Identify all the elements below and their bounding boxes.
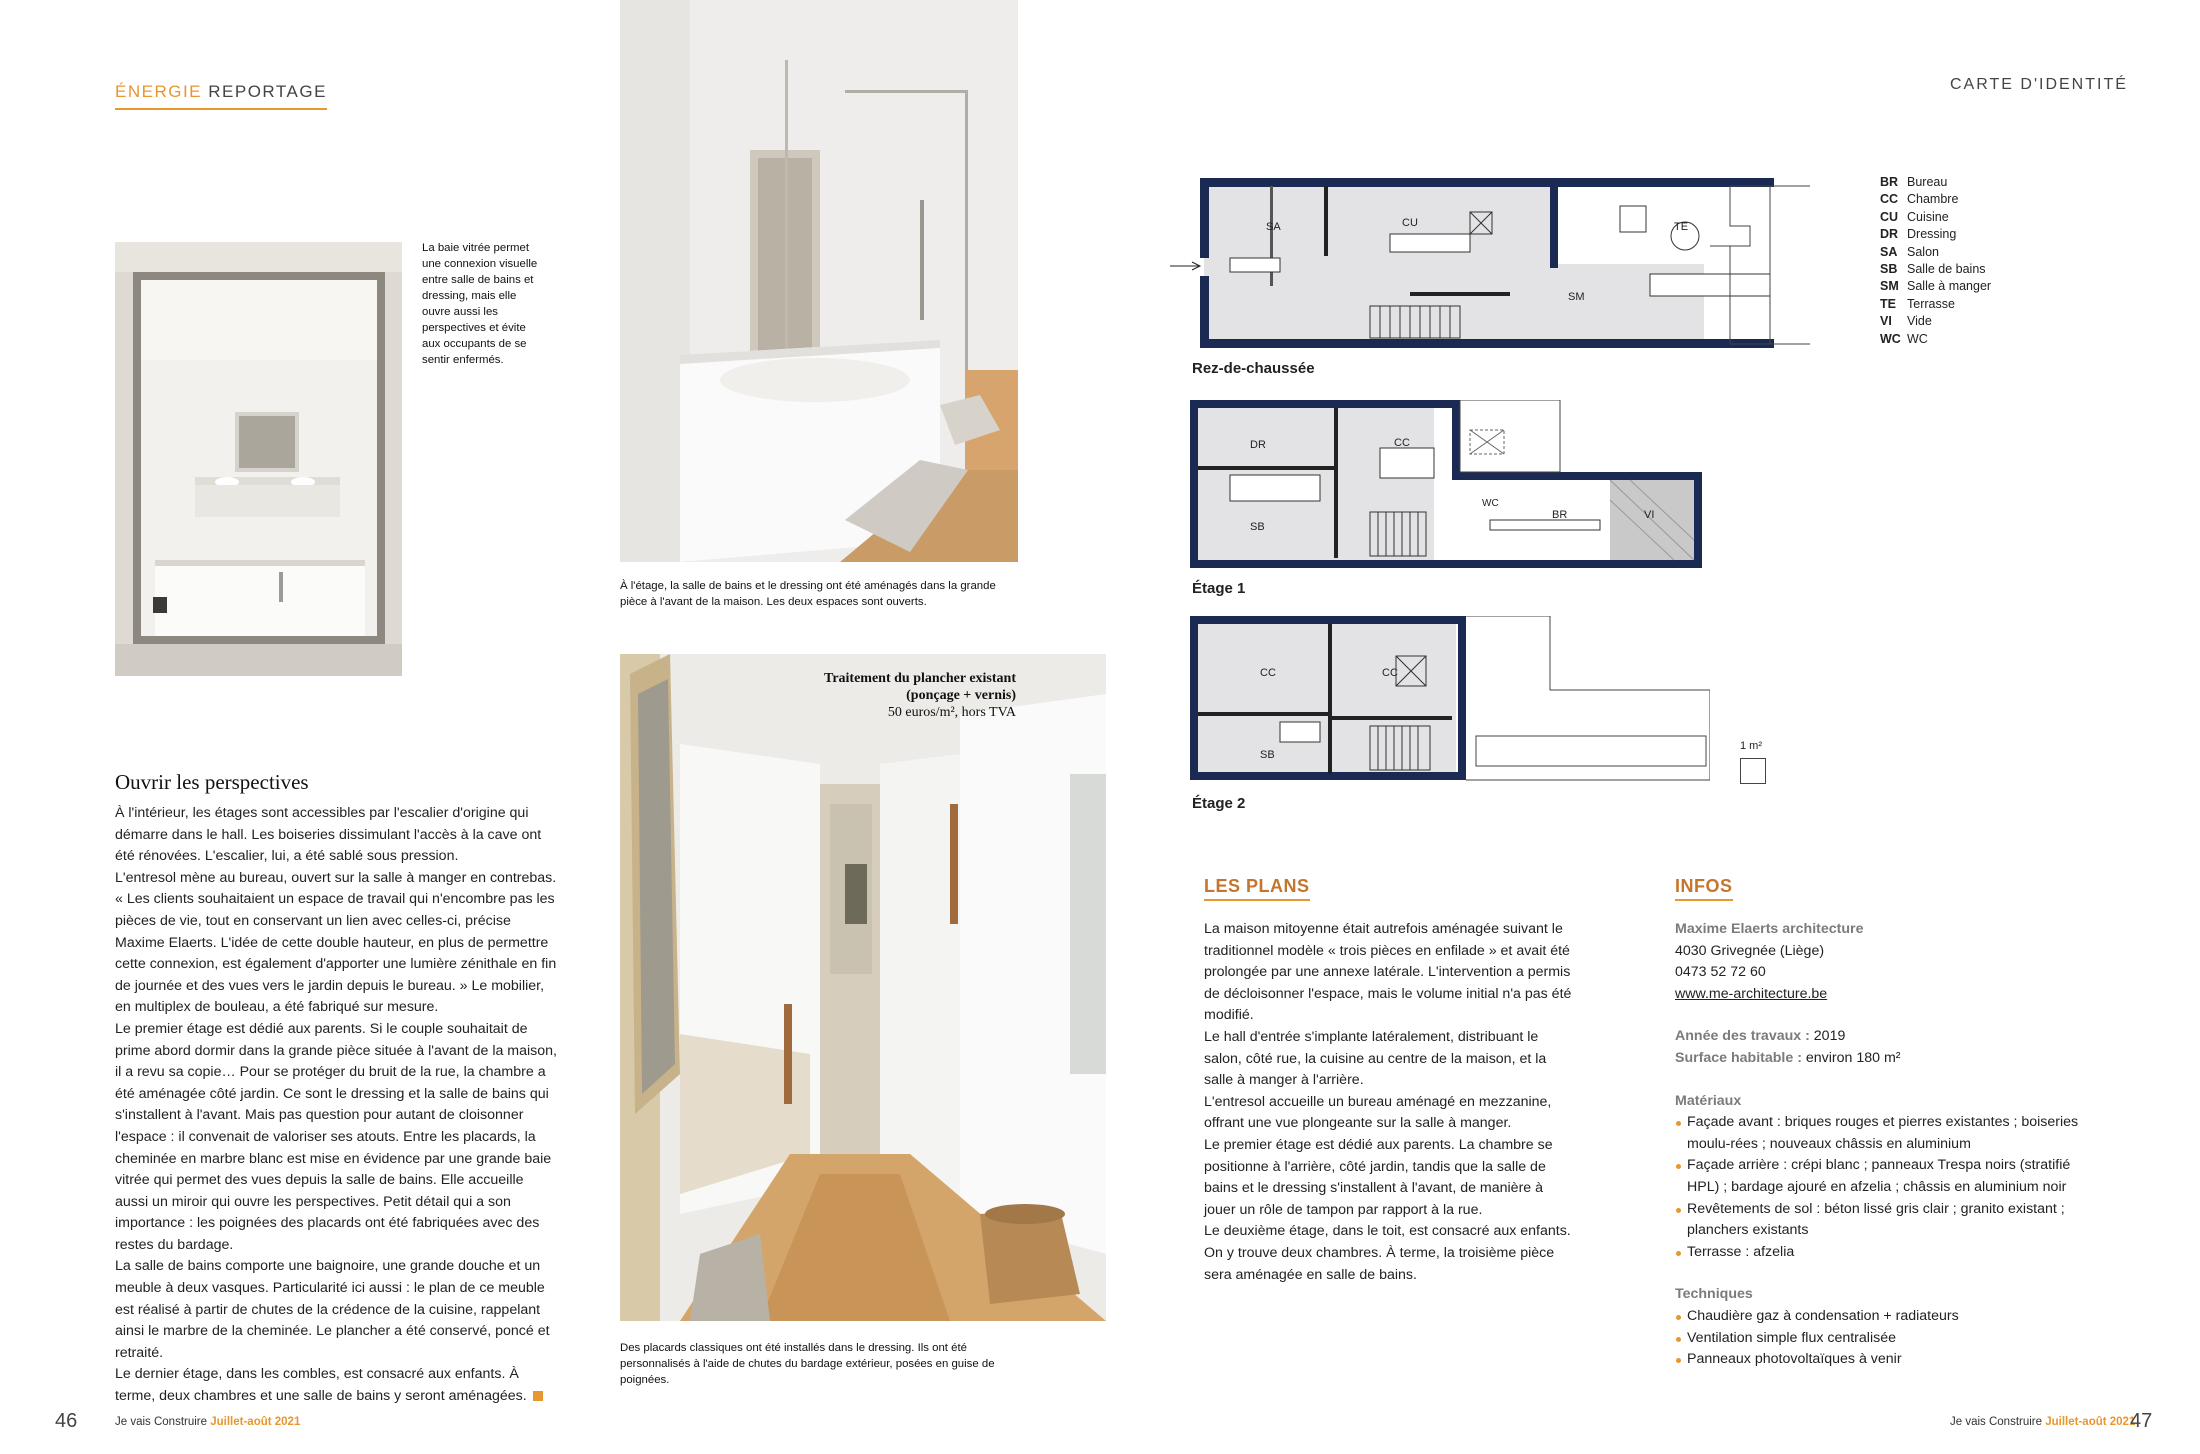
plan-floor-2 (1190, 616, 1710, 786)
room-label-cc-1: CC (1260, 667, 1276, 679)
works-year: Année des travaux : 2019 (1675, 1028, 1846, 1045)
plans-paragraph-3: L'entresol accueille un bureau aménagé en mezzanine, offrant une vue plongeante sur la salle à manger. (1204, 1093, 1552, 1132)
plans-paragraph-5: Le deuxième étage, dans le toit, est consacré aux enfants. On y trouve deux chambres. À terme, la troisième pièce sera aménagée en salle de bains. (1204, 1223, 1571, 1283)
footer-left: Je vais Construire Juillet-août 2021 (115, 1416, 301, 1428)
page-number-right: 47 (2130, 1410, 2153, 1432)
techniques-item: Chaudière gaz à condensation + radiateurs (1675, 1306, 2100, 1328)
techniques-item: Ventilation simple flux centralisée (1675, 1328, 2100, 1350)
architect-phone: 0473 52 72 60 (1675, 964, 1766, 981)
article-paragraph-1: À l'intérieur, les étages sont accessibles par l'escalier d'origine qui démarre dans le hall. Les boiseries dissimulant l'accès à la cave ont été rénovées. L'escalier, lui, a été sablé sous pression. (115, 805, 542, 865)
photo-bathroom-bathtub (620, 0, 1018, 562)
materials-item: Terrasse : afzelia (1675, 1242, 2100, 1264)
materials-item: Façade arrière : crépi blanc ; panneaux Trespa noirs (stratifié HPL) ; bardage ajouré en afzelia ; châssis en aluminium noir (1675, 1155, 2100, 1198)
article-end-mark (533, 1391, 543, 1401)
overlay-line3: 50 euros/m², hors TVA (887, 705, 1016, 720)
infos-section (1675, 876, 2100, 1371)
article-title: Ouvrir les perspectives (115, 770, 309, 794)
photo-hallway (620, 654, 1106, 1321)
materials-item: Revêtements de sol : béton lissé gris clair ; granito existant ; planchers existants (1675, 1199, 2100, 1242)
caption-window: La baie vitrée permet une connexion visuelle entre salle de bains et dressing, mais elle ouvre aussi les perspectives et évite aux occupants de se sentir enfermés. (422, 242, 538, 366)
room-label-dr: DR (1250, 439, 1266, 451)
infos-title: INFOS (1675, 876, 1733, 901)
article-paragraph-3: Le premier étage est dédié aux parents. Si le couple souhaitait de prime abord dormir dans la grande pièce située à l'avant de la maison, il a revu sa copie… Pour se protéger du bruit de la rue, la chambre a été aménagée côté jardin. Ce sont le dressing et la salle de bains qui s'installent à l'avant. Mais pas question pour autant de cloisonner l'espace : il convenait de valoriser ses atouts. Entre les placards, la cheminée en marbre blanc est mise en évidence par une grande baie vitrée qui permet des vues depuis la salle de bains. Elle accueille aussi un miroir qui ouvre les perspectives. Petit détail qui a son importance : les poignées des placards ont été fabriquées avec des restes du bardage. (115, 1020, 557, 1253)
room-label-sm: SM (1568, 291, 1585, 303)
caption-bathroom: À l'étage, la salle de bains et le dressing ont été aménagés dans la grande pièce à l'avant de la maison. Les deux espaces sont ouverts. (620, 580, 996, 608)
room-label-wc: WC (1482, 498, 1499, 509)
techniques-item: Panneaux photovoltaïques à venir (1675, 1349, 2100, 1371)
plan-floor1-label: Étage 1 (1192, 580, 1246, 597)
architect-address: 4030 Grivegnée (Liège) (1675, 942, 1825, 959)
plan-ground-floor (1170, 176, 1820, 356)
page-number-left: 46 (55, 1410, 78, 1432)
legend-item: VI Vide (1880, 314, 1932, 329)
legend-item: DR Dressing (1880, 227, 1957, 242)
room-label-sa: SA (1266, 221, 1281, 233)
room-label-sb: SB (1250, 521, 1265, 533)
plan-scale-box (1740, 758, 1766, 784)
materials-item: Façade avant : briques rouges et pierres existantes ; boiseries moulu-rées ; nouveaux châssis en aluminium (1675, 1112, 2100, 1155)
plan-legend (1880, 174, 1991, 348)
article-paragraph-4: La salle de bains comporte une baignoire, une grande douche et un meuble à deux vasques. Particularité ici aussi : le plan de ce meuble est réalisé à partir de chutes de la crédence de la cuisine, rappelant ainsi le marbre de la cheminée. Le plancher a été conservé, poncé et retraité. (115, 1258, 550, 1361)
room-label-cc-2: CC (1382, 667, 1398, 679)
section-tag: ÉNERGIE REPORTAGE (115, 82, 327, 110)
room-label-te: TE (1674, 221, 1689, 233)
legend-item: SM Salle à manger (1880, 279, 1992, 294)
caption-hallway: Des placards classiques ont été installés dans le dressing. Ils ont été personnalisés à l'aide de chutes du bardage extérieur, posées en guise de poignées. (620, 1342, 995, 1386)
footer-right: Je vais Construire Juillet-août 2021 (1950, 1416, 2136, 1428)
article-paragraph-5: Le dernier étage, dans les combles, est consacré aux enfants. À terme, deux chambres et une salle de bains y seront aménagées. (115, 1364, 557, 1407)
plan-floor-1 (1190, 400, 1710, 570)
plans-section (1204, 876, 1574, 1286)
legend-item: WC WC (1880, 331, 1928, 346)
photo-overlay-caption (790, 670, 1016, 721)
room-label-cu: CU (1402, 217, 1418, 229)
legend-item: BR Bureau (1880, 175, 1948, 189)
room-label-sb-2: SB (1260, 749, 1275, 761)
plan-ground-label: Rez-de-chaussée (1192, 360, 1315, 377)
plans-paragraph-2: Le hall d'entrée s'implante latéralement, distribuant le salon, côté rue, la cuisine au centre de la maison, et la salle à manger à l'arrière. (1204, 1028, 1547, 1089)
architect-name: Maxime Elaerts architecture (1675, 921, 1864, 937)
overlay-line2: (ponçage + vernis) (906, 688, 1016, 703)
legend-item: SB Salle de bains (1880, 262, 1986, 277)
living-surface: Surface habitable : environ 180 m² (1675, 1049, 1901, 1066)
room-label-br: BR (1552, 509, 1568, 521)
architect-website-link[interactable]: www.me-architecture.be (1675, 985, 1828, 1002)
legend-item: SA Salon (1880, 244, 1939, 259)
legend-item: TE Terrasse (1880, 296, 1955, 311)
room-label-vi: VI (1644, 509, 1655, 521)
plans-section-title: LES PLANS (1204, 876, 1310, 901)
plans-paragraph-1: La maison mitoyenne était autrefois aménagée suivant le traditionnel modèle « trois pièces en enfilade » et avait été prolongée par une annexe latérale. L'intervention a permis de décloisonner l'espace, mais le volume initial n'a pas été modifié. (1204, 921, 1572, 1024)
overlay-line1: Traitement du plancher existant (824, 671, 1016, 686)
article-body (115, 803, 557, 1408)
materials-title: Matériaux (1675, 1092, 1742, 1109)
legend-item: CU Cuisine (1880, 209, 1949, 224)
plans-paragraph-4: Le premier étage est dédié aux parents. La chambre se positionne à l'arrière, côté jardin, tandis que la salle de bains et le dressing s'installent à l'avant, de manière à jouer un rôle de tampon par rapport à la rue. (1204, 1136, 1553, 1218)
identity-tag: CARTE D'IDENTITÉ (1950, 76, 2128, 93)
legend-item: CC Chambre (1880, 192, 1959, 207)
plan-floor2-label: Étage 2 (1192, 795, 1246, 812)
article-paragraph-2: L'entresol mène au bureau, ouvert sur la salle à manger en contrebas. « Les clients souhaitaient un espace de travail qui n'encombre pas les pièces de vie, tout en conservant un lien avec celles-ci, précise Maxime Elaerts. L'idée de cette double hauteur, en plus de permettre cette connexion, est également d'apporter une lumière zénithale en fin de journée et des vues vers le jardin depuis le bureau. » Le mobilier, en multiplex de bouleau, a été fabriqué sur mesure. (115, 869, 557, 1016)
techniques-title: Techniques (1675, 1286, 1753, 1303)
plan-scale-label: 1 m² (1740, 740, 1762, 752)
room-label-cc: CC (1394, 437, 1410, 449)
photo-bathroom-window (115, 242, 402, 676)
plans-section-text (1204, 919, 1574, 1286)
